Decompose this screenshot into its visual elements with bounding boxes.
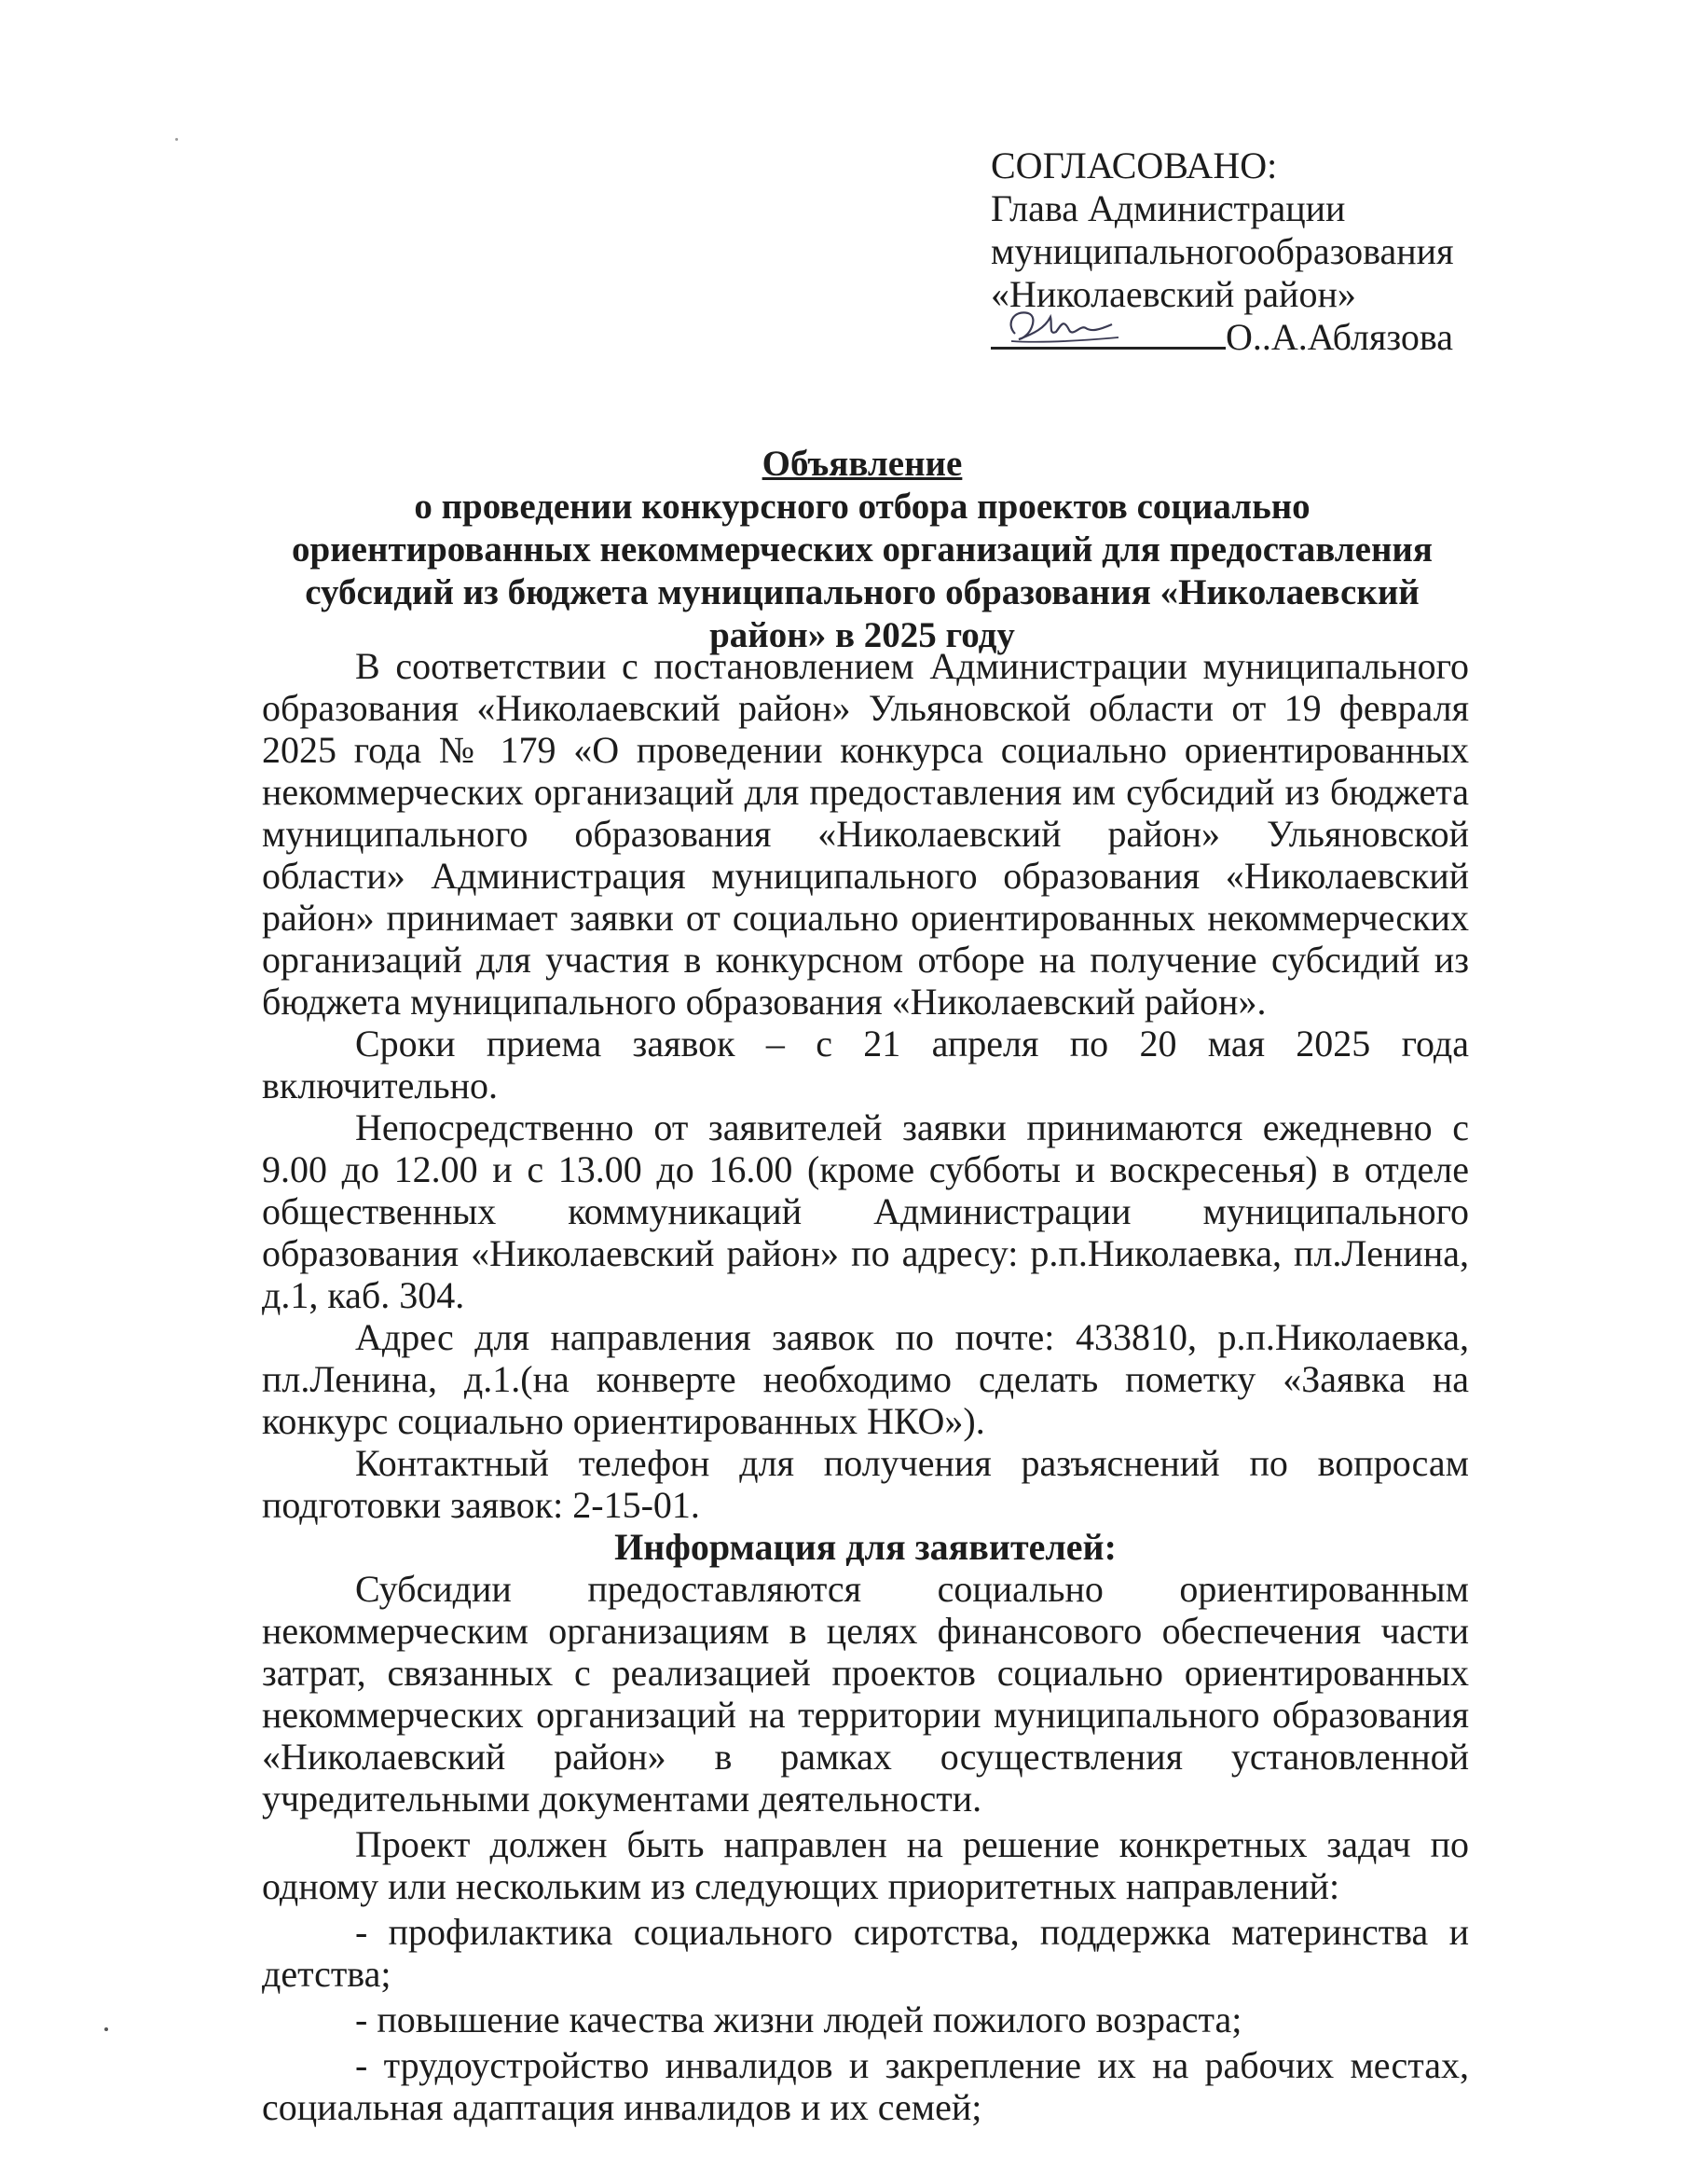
approval-district: «Николаевский район» [991,273,1356,315]
paragraph-priorities-intro: Проект должен быть направлен на решение конкретных задач по одному или нескольким из следующих приоритетных направлений: [262,1823,1469,1907]
approval-organization: муниципальногообразования [991,230,1454,272]
list-item-orphanhood: - профилактика социального сиротства, поддержка материнства и детства; [262,1911,1469,1995]
scan-dot [104,2027,108,2031]
paragraph-deadlines: Сроки приема заявок – с 21 апреля по 20 мая 2025 года включительно. [262,1023,1469,1106]
approval-position: Глава Администрации [991,187,1346,229]
paragraph-reception-hours: Непосредственно от заявителей заявки принимаются ежедневно с 9.00 до 12.00 и с 13.00 до 16.00 (кроме субботы и воскресенья) в отделе общественных коммуникаций Администрации муниципального образования «Николаевский район» по адресу: р.п.Николаевка, пл.Ленина, д.1, каб. 304. [262,1106,1469,1316]
title-announcement: Объявление [762,444,963,484]
scan-speck [175,138,178,141]
signer-name: О..А.Аблязова [1226,316,1454,358]
approval-heading: СОГЛАСОВАНО: [991,144,1278,186]
paragraph-contact-phone: Контактный телефон для получения разъяснений по вопросам подготовки заявок: 2-15-01. [262,1442,1469,1526]
section-heading: Информация для заявителей: [614,1526,1117,1568]
handwritten-signature [1002,296,1132,352]
document-title [261,443,1463,657]
document-body [262,645,1469,2128]
title-subject: о проведении конкурсного отбора проектов социально ориентированных некоммерческих организаций для предоставления субсидий из бюджета муниципального образования «Николаевский район» в 2025 году [292,487,1433,655]
list-item-disabled: - трудоустройство инвалидов и закрепление их на рабочих местах, социальная адаптация инвалидов и их семей; [262,2044,1469,2128]
paragraph-subsidy-purpose: Субсидии предоставляются социально ориентированным некоммерческим организациям в целях финансового обеспечения части затрат, связанных с реализацией проектов социально ориентированных некоммерческих организаций на территории муниципального образования «Николаевский район» в рамках осуществления установленной учредительными документами деятельности. [262,1568,1469,1820]
paragraph-postal-address: Адрес для направления заявок по почте: 433810, р.п.Николаевка, пл.Ленина, д.1.(на конверте необходимо сделать пометку «Заявка на конкурс социально ориентированных НКО»). [262,1316,1469,1442]
list-item-elderly: - повышение качества жизни людей пожилого возраста; [355,1999,1242,2040]
paragraph-basis: В соответствии с постановлением Администрации муниципального образования «Николаевский район» Ульяновской области от 19 февраля 2025 года № 179 «О проведении конкурса социально ориентированных некоммерческих организаций для предоставления им субсидий из бюджета муниципального образования «Николаевский район» Ульяновской области» Администрация муниципального образования «Николаевский район» принимает заявки от социально ориентированных некоммерческих организаций для участия в конкурсном отборе на получение субсидий из бюджета муниципального образования «Николаевский район». [262,645,1469,1023]
